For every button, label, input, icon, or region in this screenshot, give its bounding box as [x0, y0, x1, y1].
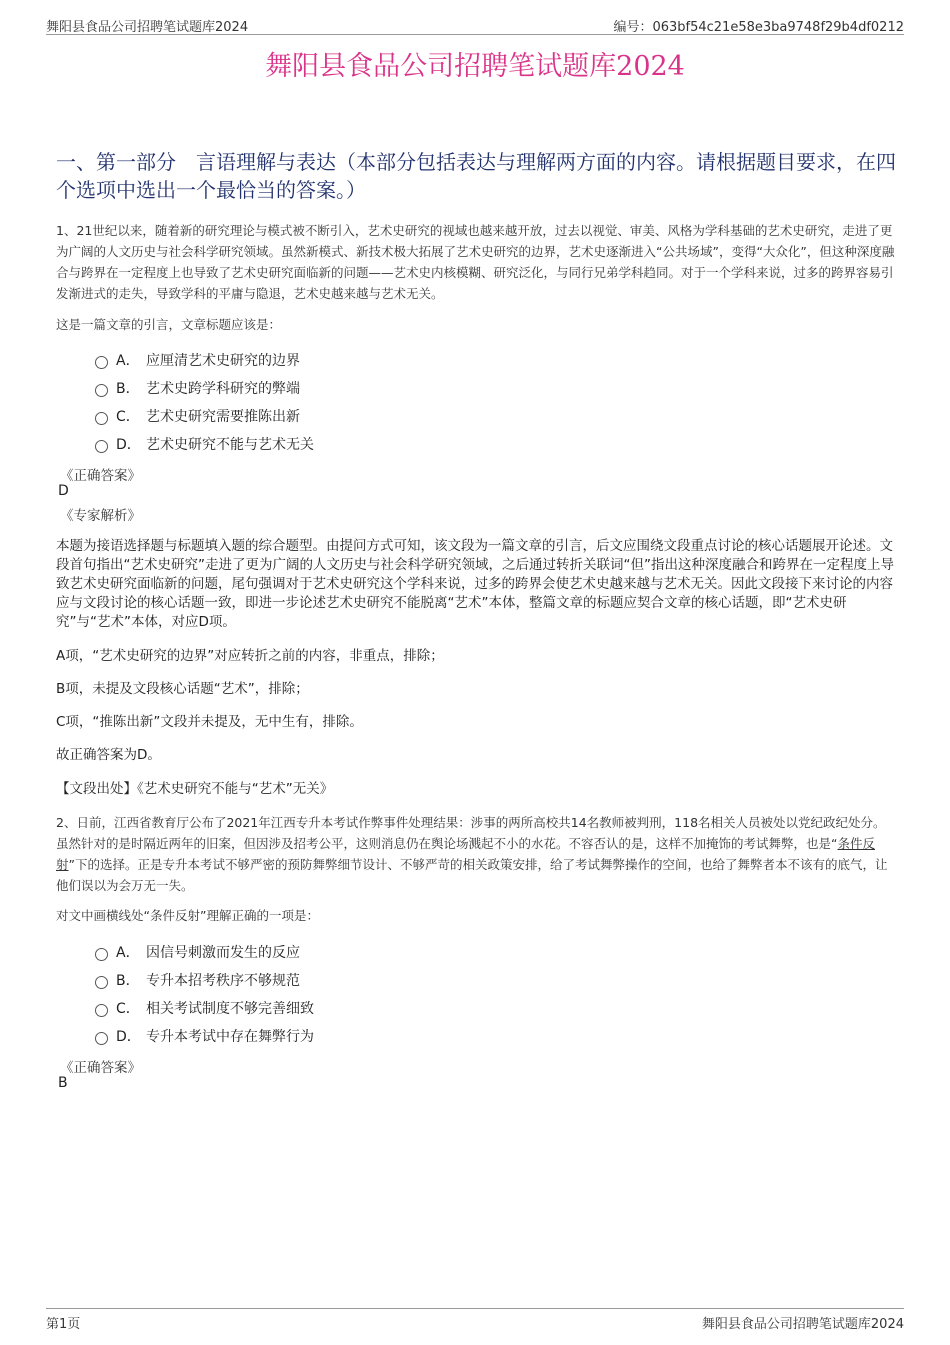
radio-icon[interactable]	[95, 412, 108, 425]
radio-icon[interactable]	[95, 384, 108, 397]
q1-answer: D	[58, 483, 69, 499]
section-title: 一、第一部分 言语理解与表达（本部分包括表达与理解两方面的内容。请根据题目要求，在四个选项中选出一个最恰当的答案。）	[56, 150, 896, 202]
question-2-prompt: 对文中画横线处“条件反射”理解正确的一项是：	[56, 908, 319, 923]
radio-icon[interactable]	[95, 976, 108, 989]
q2-option-c[interactable]: C． 相关考试制度不够完善细致	[95, 994, 795, 1022]
q1-note-c: C项，“推陈出新”文段并未提及，无中生有，排除。	[56, 714, 363, 730]
question-1-text: 1、21世纪以来，随着新的研究理论与模式被不断引入，艺术史研究的视域也越来越开放，过去以视觉、审美、风格为学科基础的艺术史研究，走进了更为广阔的人文历史与社会科学研究领域。虽然新模式、新技术极大拓展了艺术史研究的边界，艺术史逐渐进入“公共场域”，变得“大众化”，但这种深度融合与跨界在一定程度上也导致了艺术史研究面临新的问题——艺术史内核模糊、研究泛化，与同行兄弟学科趋同。对于一个学科来说，过多的跨界容易引发渐进式的走失，导致学科的平庸与隐退，艺术史越来越与艺术无关。	[56, 223, 895, 301]
footer-doc-title: 舞阳县食品公司招聘笔试题库2024	[701, 1317, 904, 1332]
q1-source: 【文段出处】《艺术史研究不能与“艺术”无关》	[56, 781, 334, 797]
q1-analysis-label: 《专家解析》	[60, 508, 141, 524]
question-2-text: 2、日前，江西省教育厅公布了2021年江西专升本考试作弊事件处理结果：涉事的两所高校共14名教师被判刑，118名相关人员被处以党纪政纪处分。虽然针对的是时隔近两年的旧案，但因涉及招考公平，这则消息仍在舆论场溅起不小的水花。不容否认的是，这样不加掩饰的考试舞弊，也是“条件反射”下的选择。正是专升本考试不够严密的预防舞弊细节设计、不够严苛的相关政策安排，给了考试舞弊操作的空间，也给了舞弊者本不该有的底气，让他们误以为会万无一失。	[56, 815, 888, 893]
q1-option-b[interactable]: B． 艺术史跨学科研究的弊端	[95, 374, 795, 402]
q1-option-a[interactable]: A． 应厘清艺术史研究的边界	[95, 346, 795, 374]
q1-note-b: B项，未提及文段核心话题“艺术”，排除；	[56, 681, 309, 697]
radio-icon[interactable]	[95, 1032, 108, 1045]
q1-answer-label: 《正确答案》	[60, 468, 141, 484]
question-1-prompt: 这是一篇文章的引言，文章标题应该是：	[56, 317, 282, 332]
radio-icon[interactable]	[95, 440, 108, 453]
question-1-options	[95, 346, 795, 458]
q2-answer-label: 《正确答案》	[60, 1060, 141, 1076]
underlined-term: 条件反射	[56, 836, 875, 872]
question-2-options	[95, 938, 795, 1050]
document-title: 舞阳县食品公司招聘笔试题库2024	[265, 51, 685, 82]
radio-icon[interactable]	[95, 948, 108, 961]
q2-option-a[interactable]: A． 因信号刺激而发生的反应	[95, 938, 795, 966]
q2-option-d[interactable]: D． 专升本考试中存在舞弊行为	[95, 1022, 795, 1050]
header-doc-title: 舞阳县食品公司招聘笔试题库2024	[46, 20, 249, 35]
q1-analysis: 本题为接语选择题与标题填入题的综合题型。由提问方式可知，该文段为一篇文章的引言，后文应围绕文段重点讨论的核心话题展开论述。文段首句指出“艺术史研究”走进了更为广阔的人文历史与社会科学研究领域，之后通过转折关联词“但”指出这种深度融合和跨界在一定程度上导致艺术史研究面临新的问题，尾句强调对于艺术史研究这个学科来说，过多的跨界会使艺术史越来越与艺术无关。因此文段接下来讨论的内容应与文段讨论的核心话题一致，即进一步论述艺术史研究不能脱离“艺术”本体，整篇文章的标题应契合文章的核心话题，即“艺术史研究”与“艺术”本体，对应D项。	[56, 538, 894, 630]
q1-conclusion: 故正确答案为D。	[56, 747, 161, 763]
q1-option-c[interactable]: C． 艺术史研究需要推陈出新	[95, 402, 795, 430]
q2-answer: B	[58, 1075, 68, 1091]
page-header	[46, 14, 904, 35]
radio-icon[interactable]	[95, 356, 108, 369]
radio-icon[interactable]	[95, 1004, 108, 1017]
page-footer	[46, 1308, 904, 1333]
q1-option-d[interactable]: D． 艺术史研究不能与艺术无关	[95, 430, 795, 458]
q1-note-a: A项，“艺术史研究的边界”对应转折之前的内容，非重点，排除；	[56, 648, 444, 664]
q2-option-b[interactable]: B． 专升本招考秩序不够规范	[95, 966, 795, 994]
page-number: 第1页	[46, 1317, 81, 1332]
header-doc-id: 编号：063bf54c21e58e3ba9748f29b4df0212	[613, 20, 904, 35]
